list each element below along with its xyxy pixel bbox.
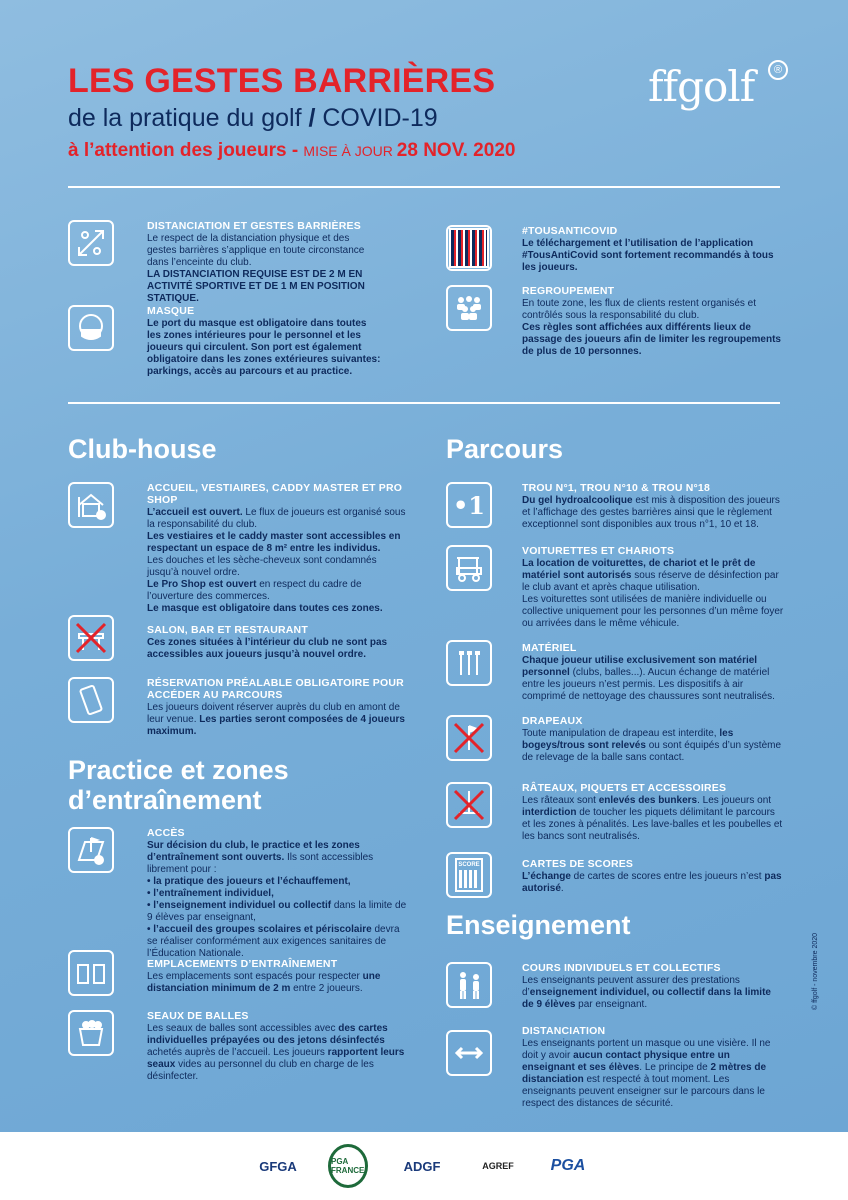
- text: ou sont équipés d’un système de relevage de la balle sans contact.: [522, 740, 782, 763]
- text-bold: Du gel hydroalcoolique: [522, 495, 633, 506]
- text: Les enseignants portent un masque ou une visière. Il ne doit y avoir: [522, 1038, 771, 1061]
- block-title: RÉSERVATION PRÉALABLE OBLIGATOIRE POUR ACCÉDER AU PARCOURS: [147, 677, 404, 701]
- partner-logo-pga-france: PGA FRANCE: [328, 1144, 368, 1188]
- block-text: [522, 1038, 784, 1110]
- block-title: MASQUE: [147, 305, 195, 317]
- golf-clubs-icon: [446, 640, 492, 686]
- partner-logo-agref: AGREF: [482, 1161, 514, 1171]
- section-title-practice: Practice et zones d’entraînement: [68, 755, 289, 815]
- block-tousanticovid: [522, 225, 784, 274]
- text-bold: interdiction: [522, 807, 577, 818]
- copyright-credit: © ffgolf - novembre 2020: [812, 932, 819, 1010]
- text: de cartes de scores entre les joueurs n’est: [570, 871, 765, 882]
- block-masque: [147, 305, 383, 378]
- block-text: [522, 495, 784, 531]
- text: vides au personnel du club en charge de les désinfecter.: [147, 1059, 374, 1082]
- block-regroupement: [522, 285, 784, 358]
- audience-text: à l’attention des joueurs -: [68, 140, 304, 161]
- partner-logo-pga: PGA: [550, 1157, 586, 1174]
- text-bold: enseignement individuel, ou collectif dans la limite de 9 élèves: [522, 987, 771, 1010]
- block-text-bold: Ces zones situées à l’intérieur du club ne sont pas accessibles aux joueurs jusqu’à nouvel ordre.: [147, 637, 388, 660]
- block-title: REGROUPEMENT: [522, 285, 615, 297]
- block-emplacements: [147, 958, 409, 995]
- block-acces: [147, 827, 409, 960]
- phone-icon: [68, 677, 114, 723]
- distance-arrow-icon: [446, 1030, 492, 1076]
- partners-footer: [0, 1132, 848, 1200]
- text-bold: aucun contact physique entre un enseignant et ses élèves: [522, 1050, 730, 1073]
- distance-icon: [68, 220, 114, 266]
- restaurant-closed-icon: [68, 615, 114, 661]
- hole-number-text: •1: [452, 490, 486, 520]
- block-text-bold: Le port du masque est obligatoire dans toutes les zones intérieures pour le personnel et les joueurs qui circulent. Son port est également obligatoire dans les zones extérieures suivantes: parkings, accès au parcours et au practice.: [147, 318, 381, 377]
- block-text-bold: Le masque est obligatoire dans toutes ces zones.: [147, 603, 383, 614]
- block-title: COURS INDIVIDUELS ET COLLECTIFS: [522, 962, 721, 974]
- block-text: [147, 702, 407, 738]
- block-accueil: [147, 482, 407, 615]
- text-bold: L’échange: [522, 871, 571, 882]
- text-bold: rapportent leurs seaux: [147, 1047, 405, 1070]
- block-materiel: [522, 642, 784, 703]
- block-distanciation-enseignement: [522, 1025, 784, 1110]
- text: de toucher les piquets délimitant le parcours et les zones à pénalités. Les lave-balles et les poubelles et les bancs sont neutralisés.: [522, 807, 783, 842]
- block-title: EMPLACEMENTS D’ENTRAÎNEMENT: [147, 958, 338, 970]
- text: en respect du cadre de l’ouverture des commerces.: [147, 579, 362, 602]
- block-text: [522, 795, 784, 843]
- block-title: RÂTEAUX, PIQUETS ET ACCESSOIRES: [522, 782, 727, 794]
- text: sous réserve de désinfection par le club avant et après chaque utilisation.: [522, 570, 779, 593]
- block-text: En toute zone, les flux de clients restent organisés et contrôlés sous la responsabilité du club.: [522, 298, 757, 321]
- block-text: Les douches et les sèche-cheveux sont condamnés jusqu’à nouvel ordre.: [147, 555, 377, 578]
- list-item: [147, 900, 409, 924]
- block-title: VOITURETTES ET CHARIOTS: [522, 545, 675, 557]
- divider: [68, 186, 780, 188]
- block-text: [147, 971, 409, 995]
- text: Les râteaux sont: [522, 795, 599, 806]
- block-title: CARTES DE SCORES: [522, 858, 634, 870]
- list-item: • l’entraînement individuel,: [147, 888, 274, 899]
- block-title: DRAPEAUX: [522, 715, 583, 727]
- text: (clubs, balles...). Aucun échange de matériel entre les joueurs n’est permis. Les dispositifs à air comprimé de nettoyage des chaussures sont neutralisés.: [522, 667, 775, 702]
- page-title: LES GESTES BARRIÈRES: [68, 62, 496, 100]
- text-bold: L’accueil est ouvert.: [147, 507, 243, 518]
- block-cours: [522, 962, 784, 1011]
- block-text: [522, 558, 784, 594]
- text: Les enseignants peuvent assurer des prestations d’: [522, 975, 740, 998]
- partner-logo-adgf: ADGF: [403, 1158, 441, 1174]
- text: Le flux de joueurs est organisé sous la responsabilité du club.: [147, 507, 406, 530]
- block-title: DISTANCIATION: [522, 1025, 606, 1037]
- scorecard-text: SCORE: [458, 862, 480, 868]
- text-bold: La location de voiturettes, de chariot et le prêt de matériel sont autorisés: [522, 558, 756, 581]
- block-text: [522, 975, 784, 1011]
- block-title: MATÉRIEL: [522, 642, 577, 654]
- text-bold: les bogeys/trous sont relevés: [522, 728, 734, 751]
- block-text: Les voiturettes sont utilisées de manière individuelle ou collective uniquement pour les personnes d’un même foyer ou arrivées dans le même véhicule.: [522, 594, 784, 629]
- block-title: #TOUSANTICOVID: [522, 225, 618, 237]
- text: Les seaux de balles sont accessibles avec: [147, 1023, 339, 1034]
- text-bold: • l’accueil des groupes scolaires et périscolaire: [147, 924, 372, 935]
- text-bold: Sur décision du club, le practice et les zones d’entraînement sont ouverts.: [147, 840, 360, 863]
- qr-code-icon: [446, 225, 492, 271]
- block-cartes: [522, 858, 784, 895]
- section-title-clubhouse: Club-house: [68, 434, 217, 464]
- list-item: • la pratique des joueurs et l’échauffement,: [147, 876, 351, 887]
- practice-bays-icon: [68, 950, 114, 996]
- block-salon: [147, 624, 407, 661]
- block-text: [522, 871, 784, 895]
- text: est respecté à tout moment. Les enseignants peuvent enseigner sur le parcours dans le respect des distances de sécurité.: [522, 1074, 765, 1109]
- block-title: SALON, BAR ET RESTAURANT: [147, 624, 308, 636]
- block-text: [522, 655, 784, 703]
- text: par enseignant.: [575, 999, 648, 1010]
- block-voiturettes: [522, 545, 784, 630]
- block-text: [147, 1023, 409, 1083]
- text-bold: Chaque joueur utilise exclusivement son matériel personnel: [522, 655, 758, 678]
- text-bold: • l’enseignement individuel ou collectif: [147, 900, 332, 911]
- ffgolf-logo: ffgolf: [648, 62, 755, 111]
- partner-logo-gfga: GFGA: [259, 1158, 297, 1174]
- text-bold: enlevés des bunkers: [598, 795, 698, 806]
- text: achetés auprès de l’accueil. Les joueurs: [147, 1047, 328, 1058]
- text: entre 2 joueurs.: [290, 983, 363, 994]
- text: Ils sont accessibles librement pour :: [147, 852, 374, 875]
- page-subtitle: [68, 104, 438, 133]
- qr-code-image: [449, 228, 489, 268]
- section-title-parcours: Parcours: [446, 434, 564, 464]
- block-title: DISTANCIATION ET GESTES BARRIÈRES: [147, 220, 361, 232]
- text: devra se réaliser conformément aux exigences sanitaires de l’Éducation Nationale.: [147, 924, 400, 959]
- block-text-bold: LA DISTANCIATION REQUISE EST DE 2 M EN ACTIVITÉ SPORTIVE ET DE 1 M EN POSITION STATIQUE.: [147, 269, 365, 304]
- text: . Les joueurs ont: [697, 795, 772, 806]
- block-text-bold: Ces règles sont affichées aux différents lieux de passage des joueurs afin de limiter les regroupements de plus de 10 personnes.: [522, 322, 781, 357]
- text-bold: des cartes individuelles prépayées ou des jetons désinfectés: [147, 1023, 388, 1046]
- block-text: Le respect de la distanciation physique et des gestes barrières s’applique en toute circonstance dans l’enceinte du club.: [147, 233, 365, 268]
- scorecard-icon: [446, 852, 492, 898]
- text-bold: 2 mètres de distanciation: [522, 1062, 767, 1085]
- block-title: SEAUX DE BALLES: [147, 1010, 249, 1022]
- clubhouse-icon: [68, 482, 114, 528]
- block-text-bold: Le téléchargement et l’utilisation de l’application #TousAntiCovid sont fortement recommandés à tous les joueurs.: [522, 238, 774, 273]
- subtitle-part: de la pratique du golf: [68, 104, 302, 132]
- block-rateaux: [522, 782, 784, 843]
- block-reservation: [147, 677, 407, 738]
- audience-line: [68, 140, 515, 162]
- block-text: [522, 728, 784, 764]
- update-label: MISE À JOUR: [303, 143, 397, 159]
- rake-forbidden-icon: [446, 782, 492, 828]
- text: Les joueurs doivent réserver auprès du club en amont de leur venue.: [147, 702, 400, 725]
- text: .: [560, 883, 564, 894]
- block-text: [147, 579, 407, 603]
- access-list: [147, 876, 409, 960]
- practice-icon: [68, 827, 114, 873]
- subtitle-covid: COVID-19: [322, 104, 438, 132]
- text-bold: Le Pro Shop est ouvert: [147, 579, 257, 590]
- subtitle-separator: /: [301, 104, 323, 132]
- registered-mark-icon: ®: [768, 60, 788, 80]
- update-date: 28 NOV. 2020: [396, 140, 516, 161]
- golf-cart-icon: [446, 545, 492, 591]
- text-bold: Les parties seront composées de 4 joueurs maximum.: [147, 714, 405, 737]
- block-distanciation: [147, 220, 379, 305]
- text: . Le principe de: [639, 1062, 711, 1073]
- list-item: [147, 924, 409, 960]
- block-trou: [522, 482, 784, 531]
- text-bold: pas autorisé: [522, 871, 782, 894]
- mask-icon: [68, 305, 114, 351]
- block-drapeaux: [522, 715, 784, 764]
- text: Les emplacements sont espacés pour respecter: [147, 971, 363, 982]
- block-seaux: [147, 1010, 409, 1083]
- text: est mis à disposition des joueurs et l’affichage des gestes barrières ainsi que le règlement exceptionnel sont disponibles aux trous n°1, 10 et 18.: [522, 495, 780, 530]
- group-icon: [446, 285, 492, 331]
- text: Toute manipulation de drapeau est interdite,: [522, 728, 720, 739]
- block-title: TROU N°1, TROU N°10 & TROU N°18: [522, 482, 710, 494]
- hole-number-icon: [446, 482, 492, 528]
- ball-bucket-icon: [68, 1010, 114, 1056]
- block-title: ACCUEIL, VESTIAIRES, CADDY MASTER ET PRO SHOP: [147, 482, 403, 506]
- teacher-icon: [446, 962, 492, 1008]
- block-title: ACCÈS: [147, 827, 185, 839]
- divider: [68, 402, 780, 404]
- block-text: [147, 507, 407, 531]
- flag-forbidden-icon: [446, 715, 492, 761]
- text: dans la limite de 9 élèves par enseignant,: [147, 900, 407, 923]
- section-title-enseignement: Enseignement: [446, 910, 631, 940]
- text-bold: une distanciation minimum de 2 m: [147, 971, 381, 994]
- block-text: [147, 840, 409, 876]
- block-text-bold: Les vestiaires et le caddy master sont accessibles en respectant un espace de 8 m² entre les individus.: [147, 531, 401, 554]
